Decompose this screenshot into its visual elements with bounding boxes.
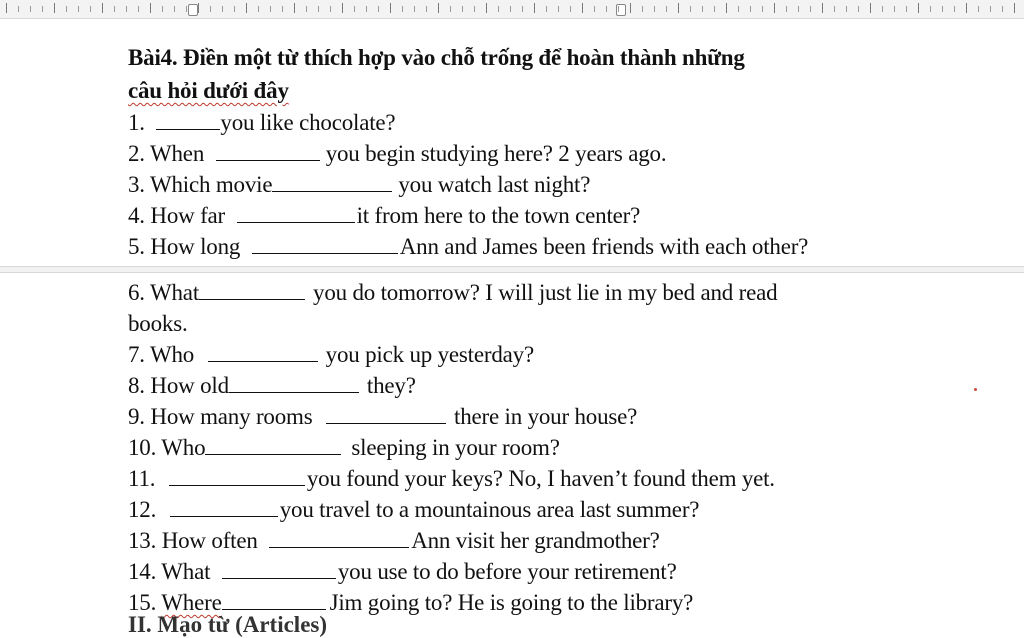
answer-blank[interactable] [272, 173, 392, 192]
question-12 [128, 496, 699, 524]
red-dot-marker [974, 388, 977, 391]
question-text: Ann visit her grandmother? [411, 528, 660, 553]
question-number: 14. [128, 559, 157, 584]
question-text: How often [161, 528, 258, 553]
question-number: 12. [128, 497, 157, 522]
answer-blank[interactable] [222, 591, 326, 610]
answer-blank[interactable] [170, 498, 278, 517]
question-14 [128, 558, 677, 586]
question-number: 8. [128, 373, 145, 398]
question-3 [128, 171, 590, 199]
question-text: How many rooms [150, 404, 313, 429]
answer-blank[interactable] [169, 467, 305, 486]
question-number: 11. [128, 466, 156, 491]
question-text: you do tomorrow? I will just lie in my bed and read [313, 280, 778, 305]
question-number: 5. [128, 234, 145, 259]
exercise-heading-line1 [128, 44, 745, 72]
question-number: 2. [128, 141, 145, 166]
exercise-heading-line2 [128, 77, 289, 105]
question-11 [128, 465, 775, 493]
answer-blank[interactable] [229, 374, 359, 393]
question-number: 9. [128, 404, 145, 429]
question-text: they? [366, 373, 416, 398]
question-13 [128, 527, 660, 555]
question-number: 15. [128, 590, 157, 615]
question-text: How long [150, 234, 241, 259]
question-text: it from here to the town center? [356, 203, 641, 228]
question-text: you travel to a mountainous area last summer? [279, 497, 700, 522]
question-number: 1. [128, 110, 145, 135]
question-text: Which movie [150, 172, 273, 197]
question-number: 10. [128, 435, 157, 460]
question-text: Who [150, 342, 195, 367]
question-7 [128, 341, 534, 369]
question-text: Ann and James been friends with each other? [399, 234, 809, 259]
question-text: Jim going to? He is going to the library? [329, 590, 694, 615]
question-6 [128, 279, 777, 307]
answer-blank[interactable] [208, 343, 318, 362]
question-4 [128, 202, 640, 230]
question-text: sleeping in your room? [351, 435, 560, 460]
question-text: you use to do before your retirement? [337, 559, 677, 584]
answer-blank[interactable] [216, 142, 320, 161]
question-number: 6. [128, 280, 145, 305]
exercise-heading-text: Bài4. Điền một từ thích hợp vào chỗ trống để hoàn thành những [128, 45, 745, 70]
question-text: How far [150, 203, 226, 228]
answer-blank[interactable] [252, 235, 398, 254]
question-text: Where [161, 590, 222, 615]
question-text: you found your keys? No, I haven’t found them yet. [306, 466, 775, 491]
question-text: you begin studying here? 2 years ago. [325, 141, 667, 166]
question-text: When [150, 141, 205, 166]
question-text: How old [150, 373, 229, 398]
question-1 [128, 109, 395, 137]
question-9 [128, 403, 637, 431]
question-text: you pick up yesterday? [325, 342, 534, 367]
question-6-continued [128, 310, 188, 338]
question-number: 13. [128, 528, 157, 553]
answer-blank[interactable] [222, 560, 336, 579]
question-number: 4. [128, 203, 145, 228]
question-text: Who [161, 435, 206, 460]
answer-blank[interactable] [237, 204, 355, 223]
next-section-heading: II. Mạo từ (Articles) [128, 612, 328, 637]
exercise-heading-text-2: câu hỏi dưới đây [128, 78, 289, 103]
question-number: 7. [128, 342, 145, 367]
answer-blank[interactable] [199, 281, 305, 300]
answer-blank[interactable] [269, 529, 409, 548]
question-text: there in your house? [454, 404, 638, 429]
question-text: books. [128, 311, 188, 336]
question-8 [128, 372, 416, 400]
question-5 [128, 233, 808, 261]
answer-blank[interactable] [326, 405, 446, 424]
question-text: you like chocolate? [220, 110, 396, 135]
question-2 [128, 140, 666, 168]
answer-blank[interactable] [205, 436, 341, 455]
question-text: What [161, 559, 211, 584]
question-10 [128, 434, 560, 462]
question-number: 3. [128, 172, 145, 197]
question-text: you watch last night? [398, 172, 591, 197]
answer-blank[interactable] [156, 111, 220, 130]
question-text: What [150, 280, 200, 305]
